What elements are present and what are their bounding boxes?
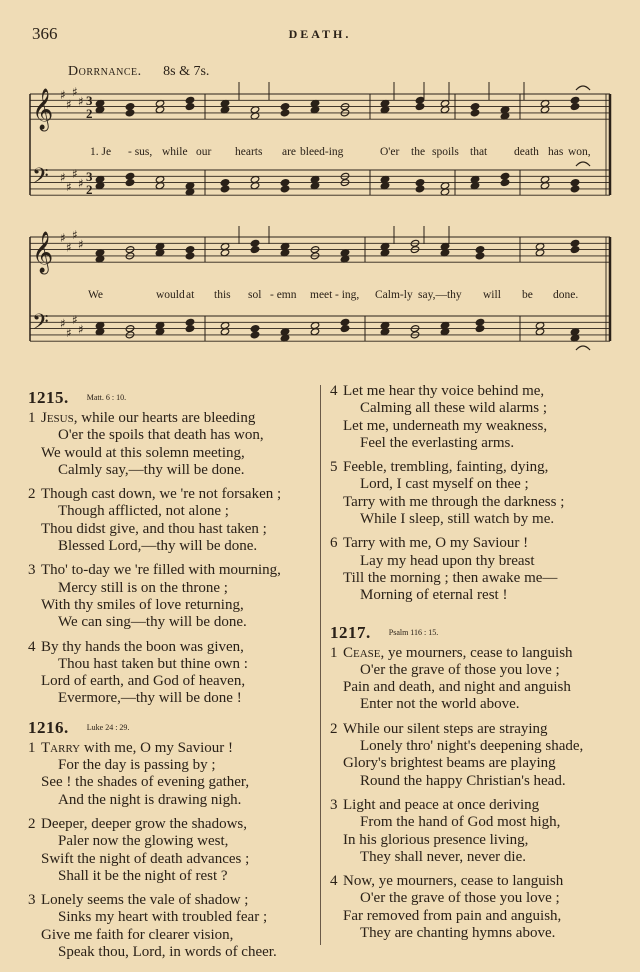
verse [28,639,318,708]
verse-line-text: Lonely thro' night's deepening shade, [360,738,584,755]
verse-line [28,462,318,479]
verse-line-text: with me, O my Saviour ! [80,739,234,756]
note-head [470,109,479,117]
verse-number: 3 [28,892,36,909]
verse-line [330,476,620,493]
verse-line [330,908,620,925]
verse [330,797,620,866]
tune-name: Dorrnance. [68,64,142,79]
lyric-syllable: sol [248,289,262,301]
note-head [280,185,289,193]
verse-line [28,562,318,579]
verse-line [330,873,620,890]
verse-line-text: Feeble, trembling, fainting, dying, [343,459,549,476]
verse-line-text: O'er the spoils that death has won, [58,427,264,444]
lyric-syllable: We [88,289,104,301]
verse [330,383,620,452]
verse-line-text: O'er the grave of those you love ; [360,661,560,678]
note-head [570,103,579,111]
verse-line [28,410,318,427]
lyric-syllable: hearts [235,146,263,158]
note-head [475,252,484,260]
left-column [28,383,318,968]
verse-number: 1 [28,739,36,756]
verse-line [330,814,620,831]
verse-line [330,435,620,452]
tune-meter: 8s & 7s. [163,64,210,79]
verse-line-text: Lord, I cast myself on thee ; [360,476,529,493]
note-head [185,103,194,111]
treble-clef: 𝄞 [32,89,54,130]
verse-line [28,792,318,809]
sharp-sign: ♯ [72,313,78,328]
lyric-syllable: will [483,289,501,301]
sharp-sign: ♯ [78,237,84,252]
verse-line [330,400,620,417]
verse-line-text: Paler now the glowing west, [58,833,229,850]
verse-line-text: In his glorious presence living, [343,831,529,848]
verse-line-text: Lonely seems the vale of shadow ; [41,892,249,909]
sharp-sign: ♯ [78,94,84,109]
verse-line-text: Swift the night of death advances ; [41,850,250,867]
verse-line-text: And the night is drawing nigh. [58,791,242,808]
verse-line-text: Tho' to-day we 're filled with mourning, [41,562,281,579]
verse-number: 5 [330,459,338,476]
verse-line [28,757,318,774]
sharp-sign: ♯ [66,97,72,112]
verse-line [330,587,620,604]
verse-line [330,679,620,696]
music-score [0,0,640,360]
verse-line [28,892,318,909]
verse-line [28,851,318,868]
verse-line-text: Though cast down, we 're not forsaken ; [41,486,282,503]
lyric-syllable: our [196,146,212,158]
lyric-syllable: the [411,146,426,158]
verse-line [28,944,318,961]
verse-line-text: ye mourners, cease to languish [384,644,573,661]
verse-line-text: Shall it be the night of rest ? [58,867,228,884]
lyric-syllable: - sus, [128,146,153,158]
lyric-syllable: done. [553,289,579,301]
lyric-syllable: death [514,146,539,158]
running-head: DEATH. [288,27,352,41]
verse [28,740,318,809]
verse-line-text: Blessed Lord,—thy will be done. [58,538,258,555]
note-head [415,103,424,111]
sharp-sign: ♯ [72,167,78,182]
verse-first-word: Cease, [343,644,385,661]
verse-line [330,383,620,400]
verse-line [28,673,318,690]
verse-line-text: Thou hast taken but thine own : [58,655,248,672]
sharp-sign: ♯ [72,84,78,99]
note-head [415,185,424,193]
sharp-sign: ♯ [66,179,72,194]
lyric-syllable: won, [568,146,591,158]
sharp-sign: ♯ [60,88,66,102]
verse-number: 6 [330,535,338,552]
note-head [570,246,579,254]
verse-line [28,521,318,538]
note-head [185,325,194,333]
lyric-syllable: - emn [270,289,297,301]
verse-line-text: For the day is passing by ; [58,757,216,774]
sharp-sign: ♯ [60,231,66,245]
time-signature-top: 3 [86,93,93,108]
verse-line [330,773,620,790]
sharp-sign: ♯ [72,227,78,242]
verse-line [28,656,318,673]
note-head [250,246,259,254]
verse [330,645,620,714]
lyric-syllable: - ing, [335,289,360,301]
verse-line-text: Speak thou, Lord, in words of cheer. [58,944,277,961]
verse-number: 2 [28,486,36,503]
verse-line-text: Tarry with me through the darkness ; [343,493,565,510]
hymn-number: 1216. [28,717,69,737]
verse-line [28,597,318,614]
note-head [280,109,289,117]
verse-line [28,868,318,885]
verse-line-text: While I sleep, still watch by me. [360,511,555,528]
verse-line [28,538,318,555]
verse-line [28,909,318,926]
verse-line-text: Calmly say,—thy will be done. [58,461,245,478]
lyric-syllable: bleed-ing [300,146,344,158]
verse-line-text: Feel the everlasting arms. [360,434,515,451]
verse-number: 2 [330,720,338,737]
time-signature-bottom: 2 [86,106,93,121]
verse-number: 1 [28,410,36,426]
note-head [125,179,134,187]
verse [330,873,620,942]
verse-number: 4 [330,383,338,399]
lyric-syllable: this [214,289,231,301]
verse-line [330,738,620,755]
verse-line [330,925,620,942]
verse [28,486,318,555]
verse-line-text: Give me faith for clearer vision, [41,926,234,943]
verse-line [330,721,620,738]
verse-line [28,639,318,656]
verse-line [330,494,620,511]
verse-line [330,849,620,866]
verse-line [330,553,620,570]
verse-line [330,511,620,528]
verse-line [28,833,318,850]
verse-line-text: Glory's brightest beams are playing [343,755,556,772]
sharp-sign: ♯ [78,176,84,191]
verse [28,892,318,961]
verse-first-word: Jesus, [41,410,78,426]
verse-line-text: Far removed from pain and anguish, [343,907,562,924]
verse-line [330,535,620,552]
verse-line [28,580,318,597]
scripture-reference: Psalm 116 : 15. [388,627,439,637]
verse-line-text: Though afflicted, not alone ; [58,503,229,520]
verse-line-text: O'er the grave of those you love ; [360,890,560,907]
verse-first-word: Tarry [41,739,81,756]
hymn-heading [28,385,318,410]
verse-line-text: Enter not the world above. [360,696,520,713]
lyric-syllable: be [522,289,533,301]
lyric-syllable: are [282,146,297,158]
verse-number: 2 [28,815,36,832]
note-head [185,252,194,260]
verse-line-text: while our hearts are bleeding [77,410,256,426]
verse-line-text: With thy smiles of love returning, [41,596,244,613]
verse-line [330,797,620,814]
note-head [340,325,349,333]
sharp-sign: ♯ [66,240,72,255]
verse-line-text: Let me, underneath my weakness, [343,417,548,434]
verse-line-text: We can sing—thy will be done. [58,614,247,631]
scripture-reference: Luke 24 : 29. [86,722,130,732]
verse-line-text: Tarry with me, O my Saviour ! [343,535,529,552]
lyric-syllable: has [548,146,564,158]
verse-line-text: Sinks my heart with troubled fear ; [58,909,268,926]
verse-line-text: Now, ye mourners, cease to languish [343,873,564,890]
verse-line-text: Morning of eternal rest ! [360,587,508,604]
note-head [570,185,579,193]
verse-line-text: By thy hands the boon was given, [41,638,244,655]
verse-line [330,570,620,587]
verse-line-text: While our silent steps are straying [343,720,548,737]
verse-number: 4 [28,638,36,655]
verse-line-text: Lay my head upon thy breast [360,552,535,569]
verse [330,721,620,790]
verse-line [330,890,620,907]
verse-line-text: Mercy still is on the throne ; [58,579,228,596]
sharp-sign: ♯ [78,322,84,337]
verse-line [28,503,318,520]
lyric-syllable: Calm-ly [375,289,413,301]
verse-number: 4 [330,873,338,890]
hymn-heading [28,715,318,740]
note-head [250,331,259,339]
note-head [475,325,484,333]
verse-line-text: Thou didst give, and thou hast taken ; [41,520,267,537]
verse-line [28,690,318,707]
verse-line-text: From the hand of God most high, [360,814,561,831]
scripture-reference: Matt. 6 : 10. [86,393,127,402]
fermata [576,162,590,166]
verse-line [28,427,318,444]
note-head [500,179,509,187]
hymn-number: 1217. [330,622,371,642]
column-divider [320,385,321,945]
treble-clef: 𝄞 [32,232,54,273]
lyric-syllable: 1. Je [90,146,112,158]
lyric-syllable: O'er [380,146,400,158]
hymn-number: 1215. [28,388,69,407]
bass-clef: 𝄢 [32,310,49,340]
verse-line [28,445,318,462]
note-head [125,109,134,117]
verse-line-text: Light and peace at once deriving [343,796,540,813]
sharp-sign: ♯ [60,316,66,331]
time-signature-bottom: 2 [86,182,93,197]
verse-line [330,755,620,772]
verse-line [330,662,620,679]
fermata [576,86,590,90]
verse-line-text: See ! the shades of evening gather, [41,774,250,791]
verse-line [330,645,620,662]
lyric-syllable: while [162,146,188,158]
verse [330,459,620,528]
verse [330,535,620,604]
time-signature-top: 3 [86,169,93,184]
hymn-heading [330,620,620,645]
verse-line-text: Pain and death, and night and anguish [343,679,571,696]
verse-line-text: They shall never, never die. [360,848,526,865]
verse-line [28,816,318,833]
lyric-syllable: that [470,146,488,158]
verse-number: 3 [28,562,36,579]
verse-line-text: Calming all these wild alarms ; [360,400,548,417]
sharp-sign: ♯ [66,325,72,340]
verse-line [28,774,318,791]
page-number: 366 [32,24,58,43]
note-head [220,185,229,193]
verse-number: 1 [330,644,338,661]
verse [28,562,318,631]
verse-line-text: Round the happy Christian's head. [360,772,566,789]
verse-line [28,740,318,757]
verse-line [330,696,620,713]
verse-line [28,927,318,944]
verse-line [330,459,620,476]
verse-line [330,832,620,849]
verse-line-text: Lord of earth, and God of heaven, [41,673,246,690]
verse [28,816,318,885]
verse-line-text: They are chanting hymns above. [360,925,556,942]
verse-line-text: Deeper, deeper grow the shadows, [41,815,247,832]
verse-line [28,486,318,503]
lyric-syllable: spoils [432,146,459,158]
bass-clef: 𝄢 [32,164,49,194]
lyric-syllable: would [156,289,185,301]
lyric-syllable: say,—thy [418,289,462,301]
verse-number: 3 [330,796,338,813]
verse-line-text: Till the morning ; then awake me— [343,569,558,586]
verse-line-text: We would at this solemn meeting, [41,444,245,461]
fermata [576,346,590,350]
verse [28,410,318,479]
verse-line-text: Evermore,—thy will be done ! [58,690,242,707]
lyric-syllable: meet [310,289,333,301]
right-column [330,383,620,949]
lyric-syllable: at [186,289,195,301]
verse-line [28,614,318,631]
verse-line [330,418,620,435]
verse-line-text: Let me hear thy voice behind me, [343,383,545,399]
sharp-sign: ♯ [60,170,66,185]
